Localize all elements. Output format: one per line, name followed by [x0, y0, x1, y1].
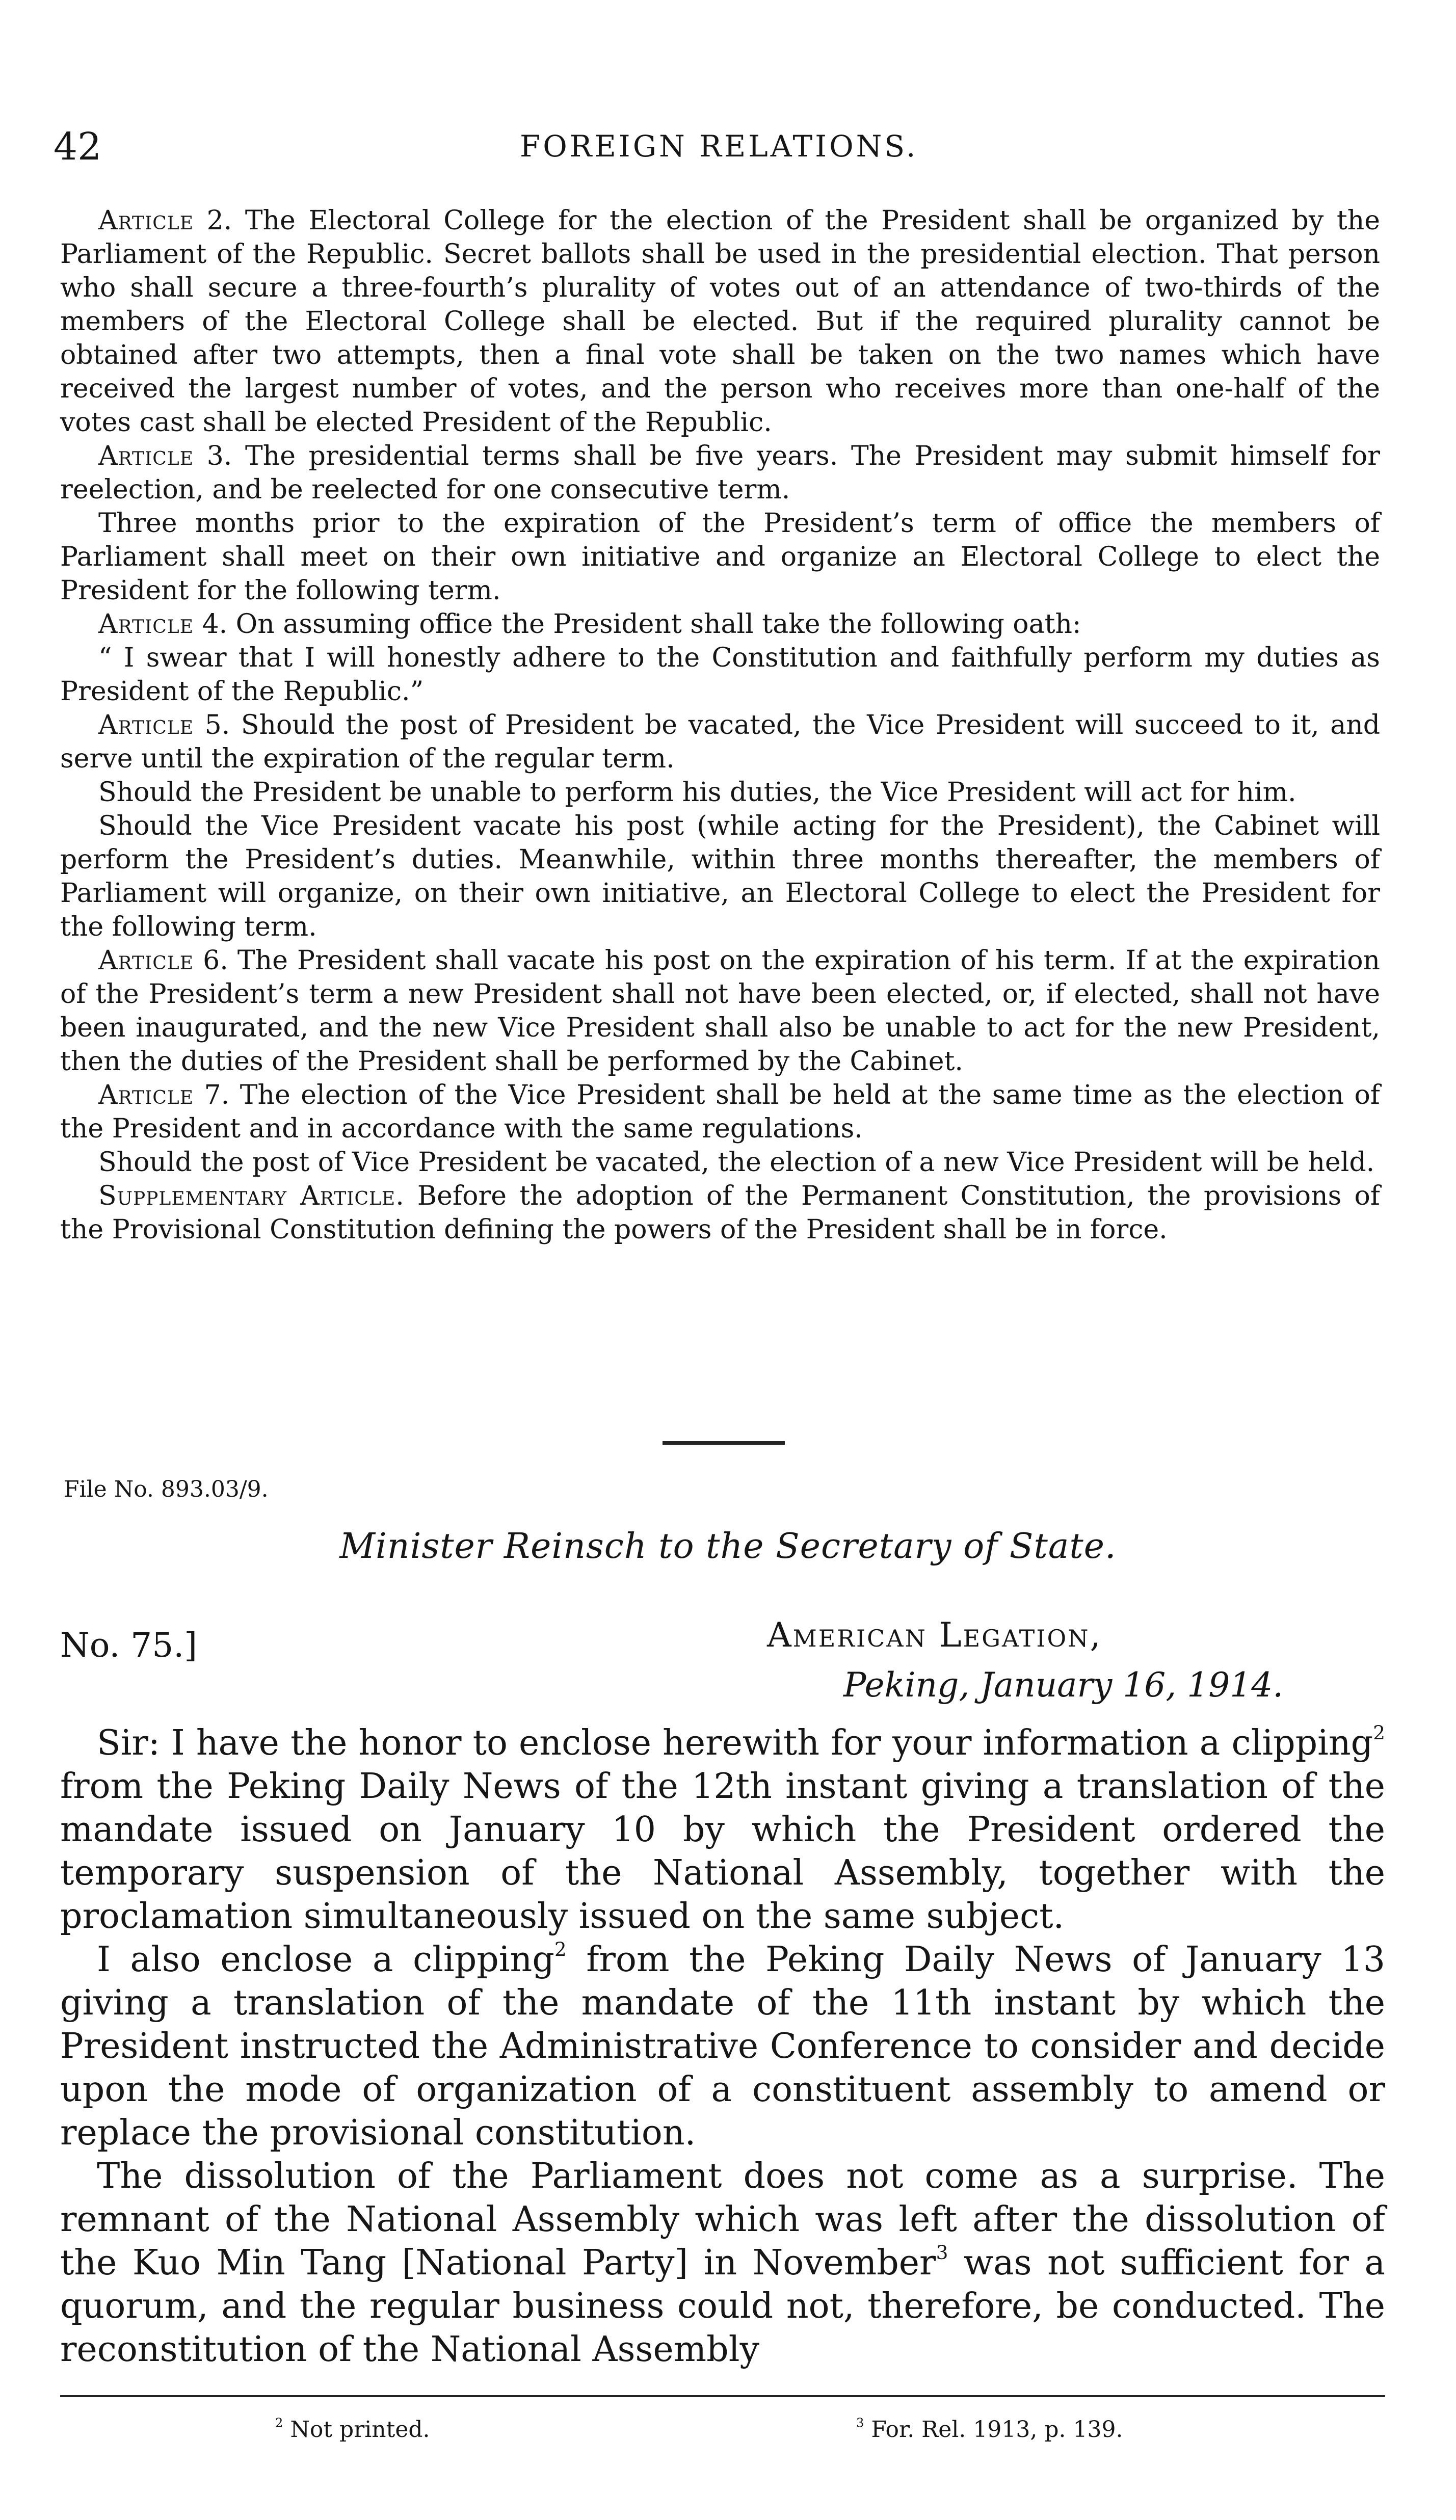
page-number: 42: [54, 125, 102, 169]
paragraph-text: I also enclose a clipping: [97, 1940, 554, 1980]
constitution-articles: [60, 204, 1380, 1246]
article-lead: Article: [98, 609, 194, 640]
article-paragraph: [60, 439, 1380, 507]
article-paragraph: [60, 507, 1380, 607]
article-paragraph: [60, 641, 1380, 708]
letter-paragraph: [60, 1721, 1385, 1938]
running-head: FOREIGN RELATIONS.: [520, 129, 918, 164]
article-paragraph: [60, 1146, 1380, 1179]
article-paragraph: [60, 776, 1380, 809]
article-text: Should the President be unable to perform his duties, the Vice President will act for him.: [98, 777, 1296, 808]
article-lead: Article: [98, 945, 194, 976]
article-paragraph: [60, 944, 1380, 1078]
page-header: [0, 125, 1456, 181]
article-lead: Article: [98, 441, 194, 471]
article-paragraph: [60, 708, 1380, 776]
footnote-reference: 2: [1373, 1721, 1385, 1744]
article-lead: Supplementary Article.: [98, 1181, 405, 1211]
paragraph-text: was not sufficient for a quorum, and the regular business could not, therefore, be conducted. The reconstitution of the National Assembly: [60, 2243, 1385, 2370]
article-text: 3. The presidential terms shall be five years. The President may submit himself for reelection, and be reelected for one consecutive term.: [60, 441, 1380, 505]
paragraph-text: Sir: I have the honor to enclose herewith for your information a clipping: [97, 1723, 1373, 1763]
article-text: 6. The President shall vacate his post on the expiration of his term. If at the expiration of the President’s term a new President shall not have been elected, or, if elected, shall not have been inaugurated, and the new Vice President shall also be unable to act for the new President, then the duties of the President shall be performed by the Cabinet.: [60, 945, 1380, 1077]
letter-body: [60, 1721, 1385, 2371]
article-lead: Article: [98, 1080, 194, 1110]
article-text: Should the Vice President vacate his post (while acting for the President), the Cabinet will perform the President’s duties. Meanwhile, within three months thereafter, the members of Parliament will organize, on their own initiative, an Electoral College to elect the President for the following term.: [60, 811, 1380, 942]
footnote-text: Not printed.: [283, 2417, 430, 2443]
footnote-text: For. Rel. 1913, p. 139.: [864, 2417, 1123, 2443]
article-paragraph: [60, 1179, 1380, 1246]
article-text: Three months prior to the expiration of the President’s term of office the members of Parliament shall meet on their own initiative and organize an Electoral College to elect the President for the following term.: [60, 508, 1380, 606]
article-paragraph: [60, 607, 1380, 641]
article-text: Should the post of Vice President be vacated, the election of a new Vice President will be held.: [98, 1147, 1375, 1178]
paragraph-text: The dissolution of the Parliament does not come as a surprise. The remnant of the National Assembly which was left after the dissolution of the Kuo Min Tang [National Party] in November: [60, 2156, 1385, 2283]
sender-organization: American Legation,: [767, 1615, 1102, 1655]
paragraph-text: from the Peking Daily News of the 12th instant giving a translation of the mandate issued on January 10 by which the President ordered the temporary suspension of the National Assembly, together with the proclamation simultaneously issued on the same subject.: [60, 1766, 1385, 1937]
article-text: 2. The Electoral College for the election of the President shall be organized by the Parliament of the Republic. Secret ballots shall be used in the presidential election. That person who shall secure a three-fourth’s plurality of votes out of an attendance of two-thirds of the members of the Electoral College shall be elected. But if the required plurality cannot be obtained after two attempts, then a final vote shall be taken on the two names which have received the largest number of votes, and the person who receives more than one-half of the votes cast shall be elected President of the Republic.: [60, 205, 1380, 438]
article-lead: Article: [98, 205, 194, 236]
article-paragraph: [60, 809, 1380, 944]
section-divider: [663, 1441, 785, 1445]
footnote-marker: 2: [275, 2416, 283, 2430]
document-number: No. 75.]: [60, 1626, 197, 1665]
footnote-reference: 3: [936, 2241, 948, 2264]
article-text: 4. On assuming office the President shall take the following oath:: [194, 609, 1081, 640]
article-text: 7. The election of the Vice President shall be held at the same time as the election of the President and in accordance with the same regulations.: [60, 1080, 1380, 1144]
footnote-divider: [60, 2395, 1385, 2397]
footnote-2: [275, 2417, 430, 2443]
footnote-marker: 3: [856, 2416, 864, 2430]
document-title: Minister Reinsch to the Secretary of State.: [339, 1526, 1117, 1567]
file-number: File No. 893.03/9.: [64, 1476, 269, 1502]
paragraph-text: from the Peking Daily News of January 13 giving a translation of the mandate of the 11th instant by which the President instructed the Administrative Conference to consider and decide upon the mode of organization of a constituent assembly to amend or replace the provisional constitution.: [60, 1940, 1386, 2153]
article-paragraph: [60, 204, 1380, 439]
letter-paragraph: [60, 1938, 1385, 2155]
article-text: “ I swear that I will honestly adhere to the Constitution and faithfully perform my duties as President of the Republic.”: [60, 643, 1380, 707]
article-lead: Article: [98, 710, 194, 740]
sender-place-date: Peking, January 16, 1914.: [843, 1665, 1284, 1705]
article-text: Before the adoption of the Permanent Constitution, the provisions of the Provisional Constitution defining the powers of the President shall be in force.: [60, 1181, 1380, 1245]
letter-paragraph: [60, 2155, 1385, 2371]
footnote-3: [856, 2417, 1123, 2443]
footnote-reference: 2: [554, 1938, 567, 1961]
article-paragraph: [60, 1078, 1380, 1146]
article-text: 5. Should the post of President be vacated, the Vice President will succeed to it, and serve until the expiration of the regular term.: [60, 710, 1380, 774]
